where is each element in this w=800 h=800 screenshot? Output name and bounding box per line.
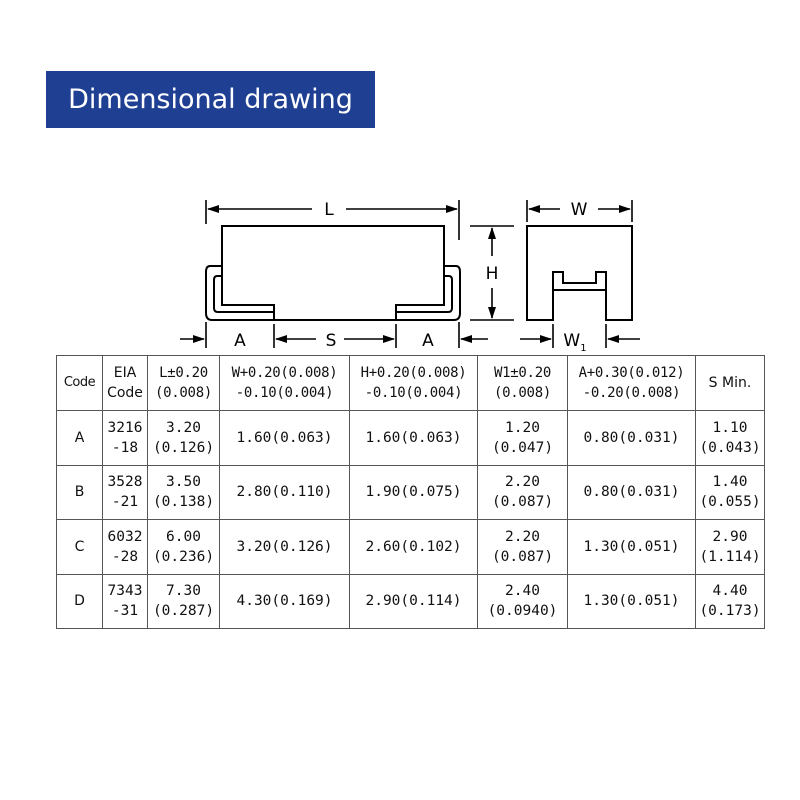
header-code: Code [57,356,103,411]
cell-eia: 3216 -18 [103,411,148,466]
header-s-min: S Min. [696,356,765,411]
end-view-body [527,226,632,320]
dimensional-drawing [0,0,800,360]
cell-a: 1.30(0.051) [568,520,696,575]
cell-l: 6.00 (0.236) [148,520,220,575]
cell-h: 1.90(0.075) [350,465,478,520]
cell-w1: 2.20 (0.087) [478,520,568,575]
label-A-left: A [234,331,246,351]
table-header-row [57,356,765,411]
cell-w1: 2.40 (0.0940) [478,574,568,629]
label-H: H [485,264,499,284]
cell-eia: 7343 -31 [103,574,148,629]
header-eia-code: EIA Code [103,356,148,411]
table-row [57,574,765,629]
label-W: W [570,200,588,220]
cell-w: 1.60(0.063) [220,411,350,466]
capacitor-body [222,226,444,320]
label-W1-main: W [563,331,581,351]
cell-s: 1.10 (0.043) [696,411,765,466]
end-view-terminal [553,290,606,320]
cell-w: 2.80(0.110) [220,465,350,520]
cell-code: D [57,574,103,629]
header-l: L±0.20 (0.008) [148,356,220,411]
cell-a: 0.80(0.031) [568,411,696,466]
cell-w1: 1.20 (0.047) [478,411,568,466]
cell-h: 2.60(0.102) [350,520,478,575]
label-A-right: A [422,331,434,351]
cell-l: 3.50 (0.138) [148,465,220,520]
cell-h: 2.90(0.114) [350,574,478,629]
page-title: Dimensional drawing [46,71,375,128]
cell-s: 2.90 (1.114) [696,520,765,575]
label-S: S [325,331,337,351]
table-row [57,465,765,520]
side-view [206,226,460,320]
cell-a: 0.80(0.031) [568,465,696,520]
cell-l: 7.30 (0.287) [148,574,220,629]
cell-w: 4.30(0.169) [220,574,350,629]
label-W1-subscript: 1 [580,343,587,354]
cell-code: B [57,465,103,520]
cell-eia: 6032 -28 [103,520,148,575]
cell-l: 3.20 (0.126) [148,411,220,466]
header-w1: W1±0.20 (0.008) [478,356,568,411]
header-w: W+0.20(0.008) -0.10(0.004) [220,356,350,411]
cell-s: 1.40 (0.055) [696,465,765,520]
cell-w1: 2.20 (0.087) [478,465,568,520]
header-a: A+0.30(0.012) -0.20(0.008) [568,356,696,411]
dimension-table [56,355,765,629]
cell-h: 1.60(0.063) [350,411,478,466]
end-view [527,226,632,320]
cell-code: C [57,520,103,575]
cell-code: A [57,411,103,466]
cell-w: 3.20(0.126) [220,520,350,575]
cell-s: 4.40 (0.173) [696,574,765,629]
table-row [57,520,765,575]
cell-eia: 3528 -21 [103,465,148,520]
label-W1 [563,331,586,354]
cell-a: 1.30(0.051) [568,574,696,629]
header-h: H+0.20(0.008) -0.10(0.004) [350,356,478,411]
table-row [57,411,765,466]
label-L: L [324,200,334,220]
